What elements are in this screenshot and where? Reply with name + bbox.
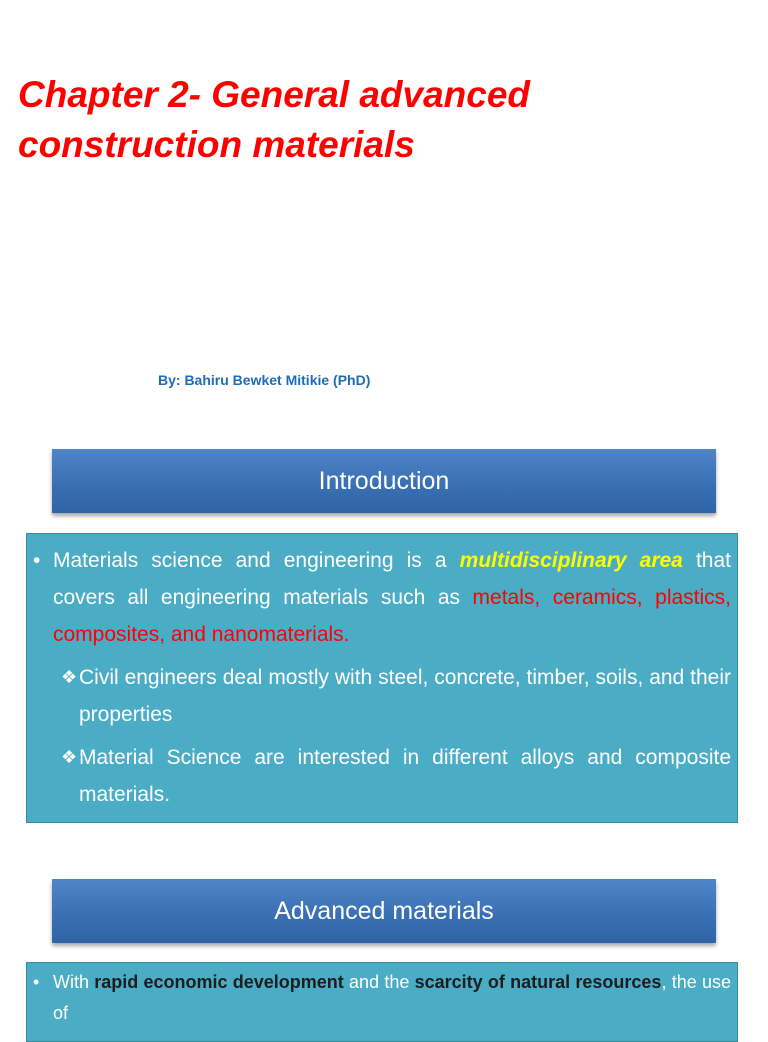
sub-item-text: Civil engineers deal mostly with steel, concrete, timber, soils, and their properties	[79, 666, 731, 726]
advanced-text-3: , the use of	[53, 972, 731, 1023]
advanced-text-2: and the	[343, 972, 415, 992]
advanced-bullet	[33, 967, 731, 1029]
intro-bullet	[33, 542, 731, 653]
intro-highlight-text: multidisciplinary area	[459, 549, 683, 572]
advanced-text-1: With	[53, 972, 95, 992]
intro-red-text: metals, ceramics, plastics, composites, and nanomaterials.	[53, 586, 731, 646]
advanced-materials-heading: Advanced materials	[274, 897, 494, 925]
bullet-dot-icon: •	[33, 549, 41, 572]
advanced-materials-banner	[52, 879, 716, 943]
sub-item-text: Material Science are interested in different alloys and composite materials.	[79, 746, 731, 806]
intro-bullet-text-1: Materials science and engineering is a	[53, 549, 460, 572]
bullet-dot-icon: •	[33, 972, 40, 992]
introduction-heading: Introduction	[318, 467, 450, 495]
advanced-bold-text-2: scarcity of natural resources	[414, 972, 662, 992]
intro-bullet-text-2: that covers all engineering materials such as	[53, 549, 731, 609]
sub-item	[33, 739, 731, 813]
diamond-bullet-icon: ❖	[61, 667, 78, 687]
introduction-content-box	[26, 533, 738, 823]
advanced-materials-content-box	[26, 962, 738, 1042]
advanced-bold-text-1: rapid economic development	[94, 972, 344, 992]
introduction-banner	[52, 449, 716, 513]
diamond-bullet-icon: ❖	[61, 747, 78, 767]
sub-item	[33, 659, 731, 733]
author-line: By: Bahiru Bewket Mitikie (PhD)	[158, 372, 371, 388]
slide-title: Chapter 2- General advanced construction materials	[18, 74, 531, 165]
